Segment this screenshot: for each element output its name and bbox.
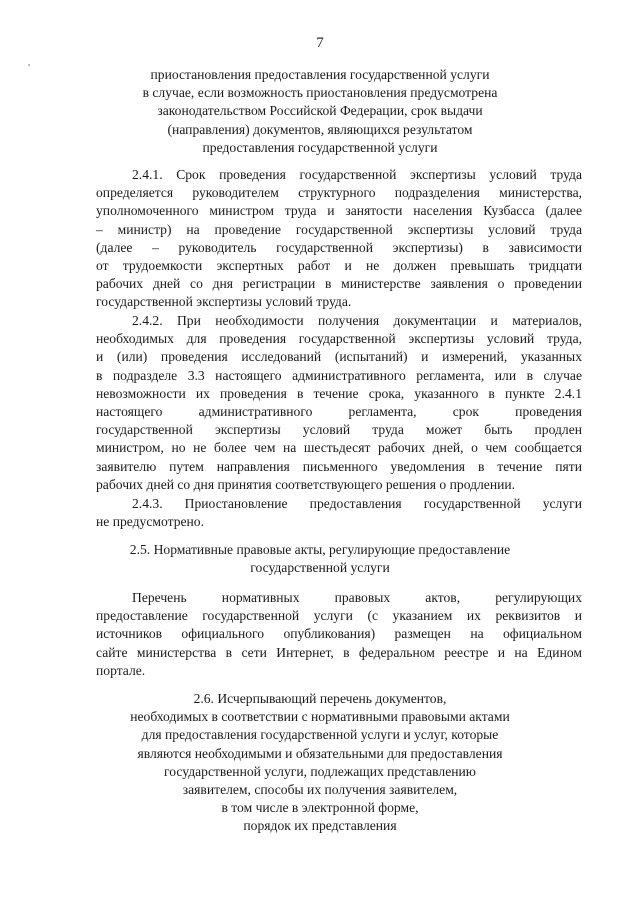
paragraph-line: определяется руководителем структурного подразделения министерства,	[96, 185, 582, 201]
heading-2-6	[96, 690, 544, 836]
paragraph-line: не предусмотрено.	[96, 514, 205, 530]
heading-line: для предоставления государственной услуги и услуг, которые	[141, 727, 499, 743]
heading-line: 2.5. Нормативные правовые акты, регулирующие предоставление	[129, 542, 511, 557]
paragraph-line: заявителю путем направления письменного уведомления в течение пяти	[96, 458, 582, 474]
paragraph-line: рабочих дней со дня регистрации в министерстве заявления о проведении	[96, 276, 582, 292]
paragraph-2-4-1	[96, 166, 582, 312]
heading-line: необходимых в соответствии с нормативными правовыми актами	[130, 709, 510, 725]
heading-line: 2.6. Исчерпывающий перечень документов,	[193, 691, 447, 706]
paragraph-line: – министр) на проведение государственной экспертизы условий труда	[96, 221, 582, 237]
heading-line: в случае, если возможность приостановления предусмотрена	[142, 85, 498, 101]
paragraph-line: портале.	[96, 662, 146, 678]
paragraph-2-5	[96, 589, 582, 680]
paragraph-line: предоставление государственной услуги (с указанием их реквизитов и	[96, 608, 582, 624]
paragraph-line: сайте министерства в сети Интернет, в федеральном реестре и на Едином	[96, 644, 582, 660]
paragraph-line: 2.4.3. Приостановление предоставления государственной услуги	[132, 496, 582, 511]
paragraph-line: государственной экспертизы условий труда.	[96, 294, 352, 310]
paragraph-line: от трудоемкости экспертных работ и не должен превышать тридцати	[96, 258, 582, 274]
paragraph-line: Перечень нормативных правовых актов, регулирующих	[132, 590, 582, 605]
paragraph-2-4-2	[96, 312, 582, 494]
heading-line: государственной услуги	[250, 560, 390, 576]
paragraph-line: 2.4.2. При необходимости получения документации и материалов,	[132, 313, 582, 328]
heading-line: порядок их представления	[243, 818, 397, 834]
heading-line: заявителем, способы их получения заявителем,	[182, 782, 458, 798]
heading-line: законодательством Российской Федерации, срок выдачи	[157, 103, 483, 119]
paragraph-2-4-3	[96, 495, 582, 531]
paragraph-line: источников официального опубликования) размещен на официальном	[96, 626, 582, 642]
paragraph-line: (далее – руководитель государственной экспертизы) в зависимости	[96, 239, 582, 255]
paragraph-line: невозможности их проведения в течение срока, указанного в пункте 2.4.1	[96, 385, 582, 401]
heading-line: являются необходимыми и обязательными для предоставления	[137, 745, 503, 761]
heading-2-5	[96, 541, 544, 577]
paragraph-line: рабочих дней со дня принятия соответствующего решения о продлении.	[96, 476, 516, 492]
paragraph-line: уполномоченного министром труда и занятости населения Кузбасса (далее	[96, 203, 582, 219]
heading-line: в том числе в электронной форме,	[221, 800, 419, 816]
paragraph-line: и (или) проведения исследований (испытаний) и измерений, указанных	[96, 349, 582, 365]
heading-line: приостановления предоставления государственной услуги	[150, 67, 490, 82]
heading-line: государственной услуги, подлежащих представлению	[164, 763, 476, 779]
heading-line: (направления) документов, являющихся результатом	[167, 121, 473, 137]
paragraph-line: государственной экспертизы условий труда может быть продлен	[96, 422, 582, 438]
paragraph-line: министром, но не более чем на шестьдесят рабочих дней, о чем сообщается	[96, 440, 582, 456]
paragraph-line: в подразделе 3.3 настоящего административного регламента, или в случае	[96, 367, 582, 383]
page-number: 7	[316, 35, 324, 51]
paragraph-line: настоящего административного регламента, срок проведения	[96, 404, 582, 420]
heading-line: предоставления государственной услуги	[202, 139, 438, 155]
paragraph-line: 2.4.1. Срок проведения государственной экспертизы условий труда	[132, 167, 582, 182]
paragraph-line: необходимых для проведения государственной экспертизы условий труда,	[96, 331, 582, 347]
heading-suspension	[96, 66, 544, 157]
scan-artifact	[28, 64, 30, 66]
